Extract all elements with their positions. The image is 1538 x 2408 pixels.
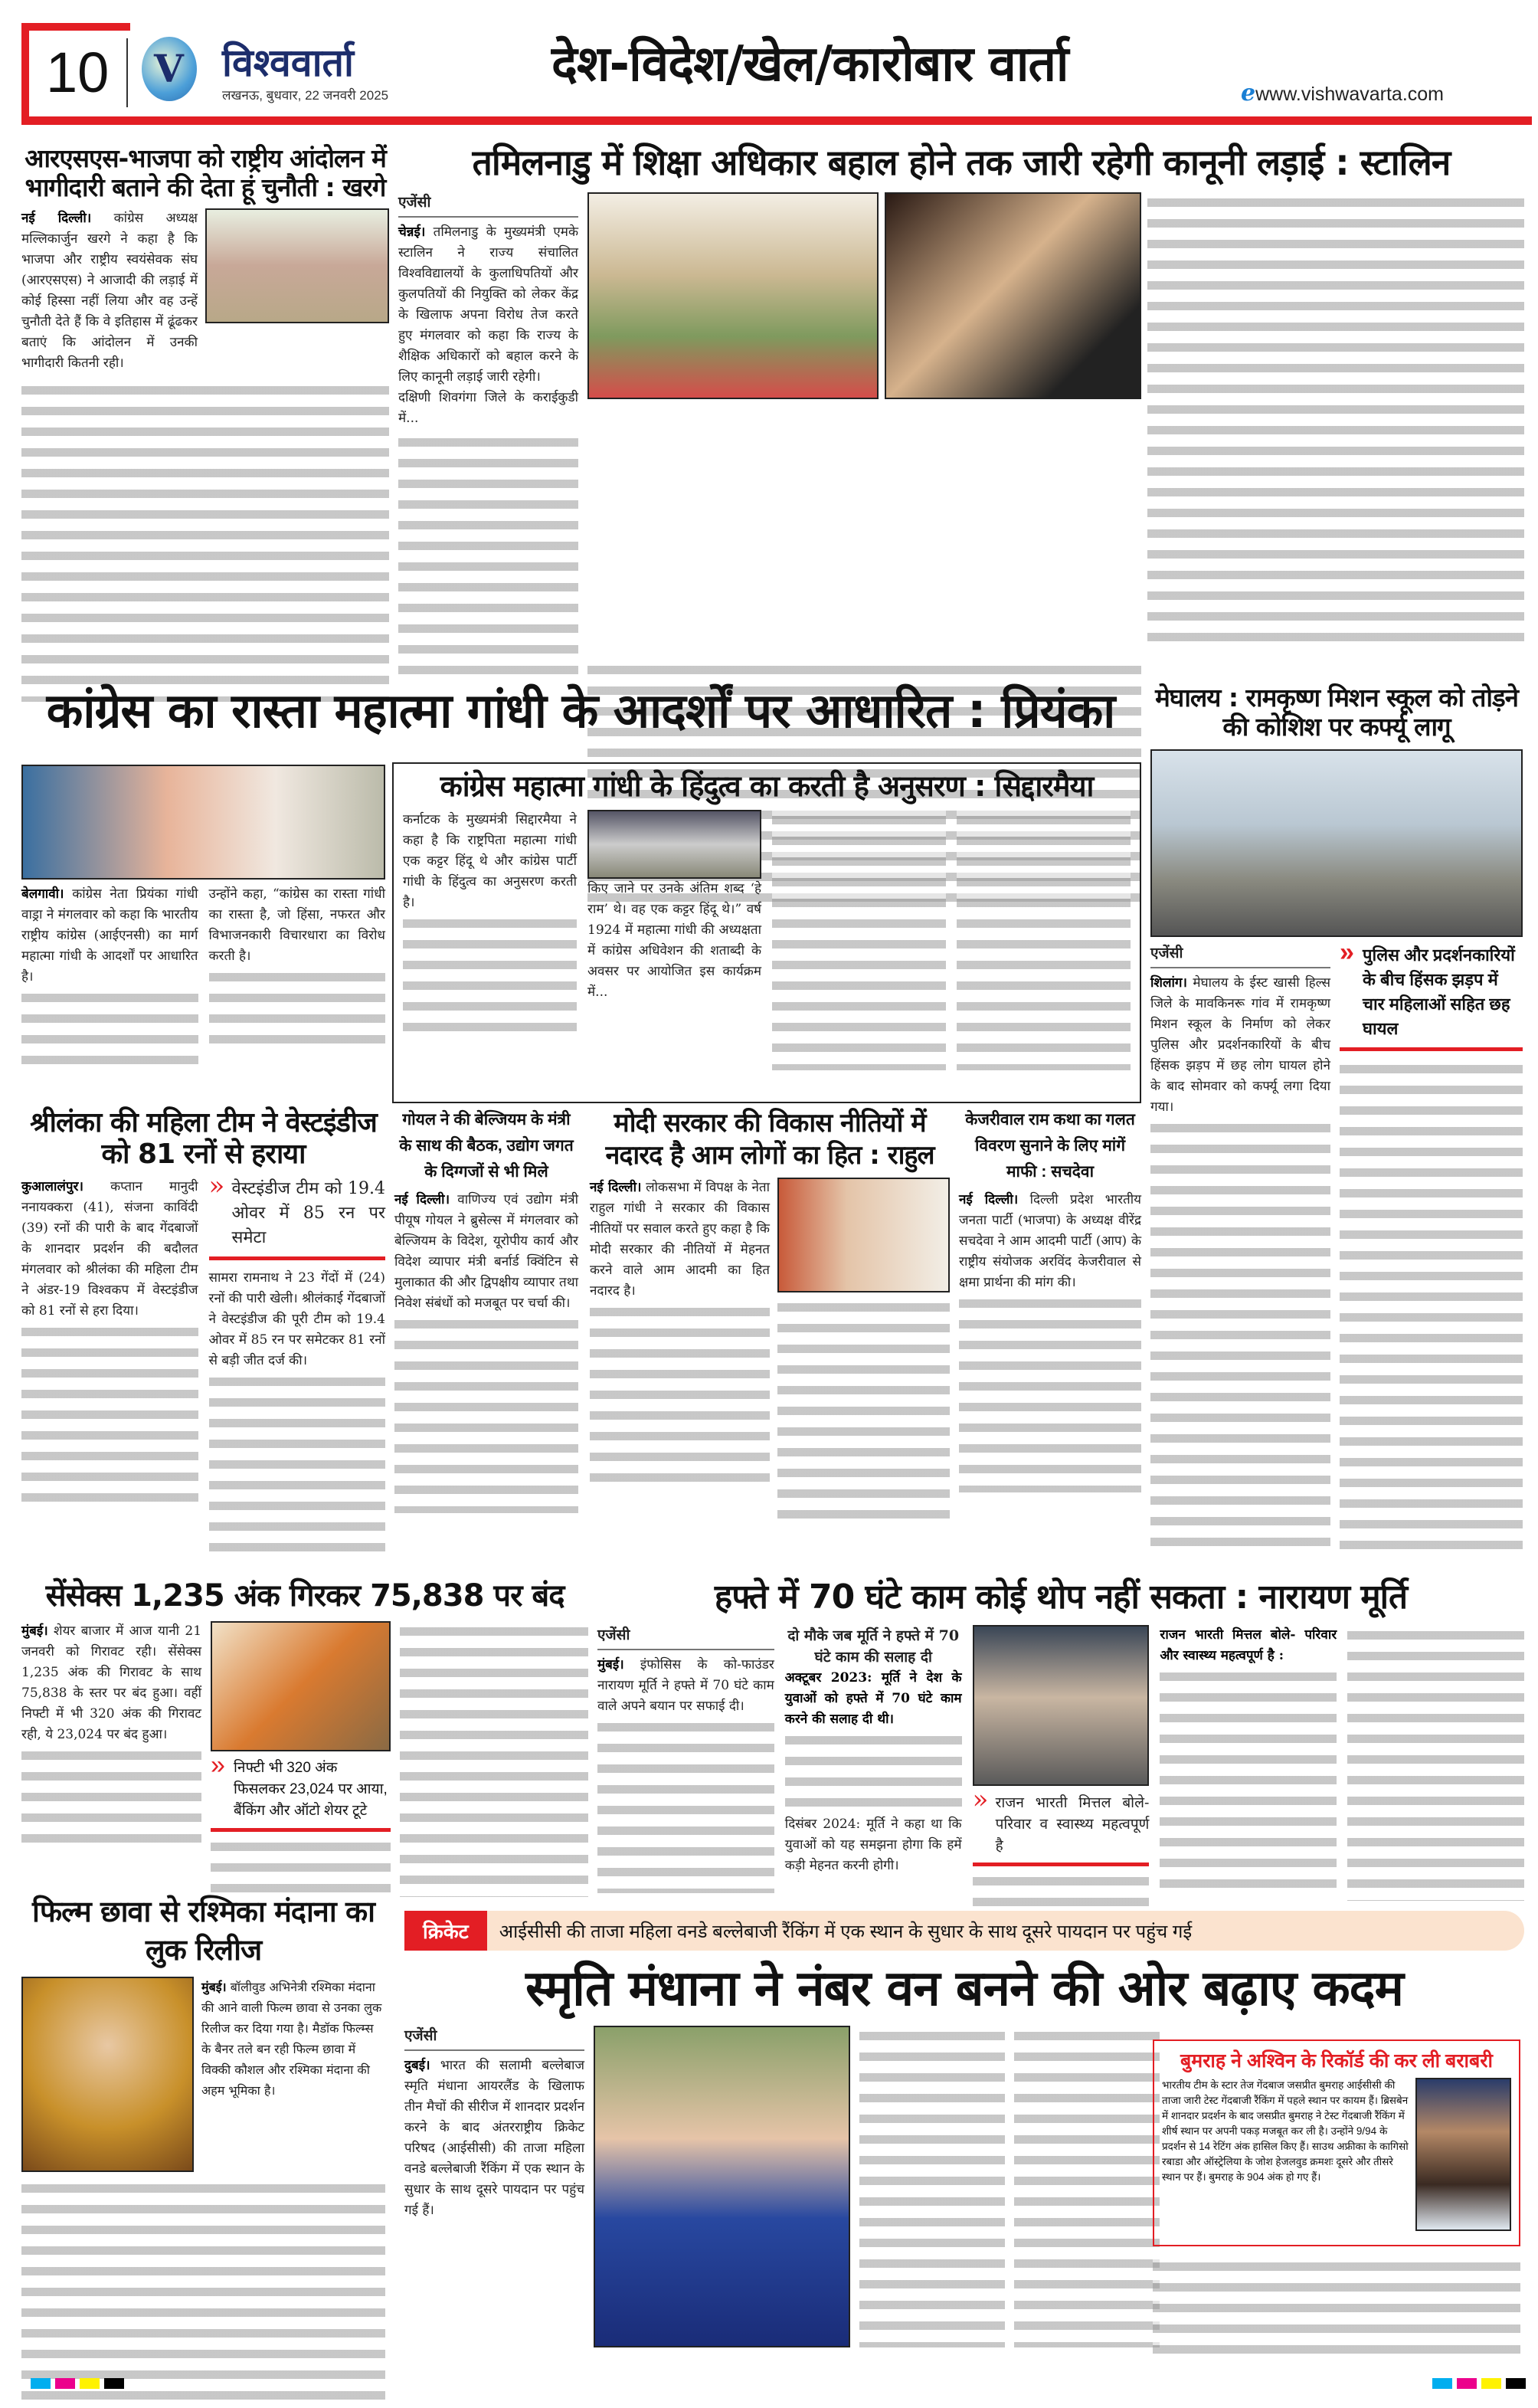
photo-rally — [587, 192, 879, 399]
page-number: 10 — [46, 41, 110, 104]
lead: कप्तान मानुदी ननायक्करा (41), संजना काविंदी (39) रनों की पारी के बाद गेंदबाजों के शानदार प्रदर्शन की बदौलत मंगलवार को श्रीलंका की महिला टीम ने अंडर-19 विश्वकप में वेस्टइंडीज को 81 रनों से हरा दिया। — [21, 1178, 198, 1319]
lead: मेघालय के ईस्ट खासी हिल्स जिले के मावकिनरू गांव में रामकृष्ण मिशन स्कूल के निर्माण को लेकर पुलिस और प्रदर्शनकारियों के बीच हिंसक झड़प में छह लोग घायल होने के बाद सोमवार को कर्फ्यू लगा दिया गया। — [1150, 975, 1331, 1115]
quote: उन्होंने कहा, “कांग्रेस का रास्ता गांधी का रास्ता है, जो हिंसा, नफरत और विभाजनकारी विचारधारा का विरोध करती है। — [208, 886, 385, 964]
article-rahul — [590, 1107, 950, 1519]
article-goyal — [394, 1107, 578, 1513]
pull-quote: » निफ्टी भी 320 अंक फिसलकर 23,024 पर आया, बैंकिंग और ऑटो शेयर टूटे — [211, 1758, 391, 1832]
article-meghalaya — [1150, 683, 1523, 1549]
headline: स्मृति मंधाना ने नंबर वन बनने की ओर बढ़ाए कदम — [525, 1961, 1403, 2017]
dateline: दुबई। — [404, 2057, 430, 2073]
article-priyanka — [21, 765, 385, 1072]
dateline: बेलगावी। — [21, 886, 64, 902]
dateline: मुंबई। — [201, 1980, 227, 1994]
browser-e-icon: e — [1241, 80, 1256, 106]
cricket-strap — [404, 1911, 1524, 1951]
photo-smriti — [594, 2026, 850, 2347]
dateline: नई दिल्ली। — [21, 210, 92, 226]
photo-market-crash — [211, 1621, 391, 1751]
body-text — [1147, 192, 1524, 652]
pull-quote: » पुलिस और प्रदर्शनकारियों के बीच हिंसक झड़प में चार महिलाओं सहित छह घायल — [1340, 943, 1523, 1051]
photo-siddaramaiah — [587, 810, 761, 879]
dateline: कुआलालंपुर। — [21, 1178, 83, 1194]
photo-murthy — [973, 1625, 1150, 1786]
headline: आरएसएस-भाजपा को राष्ट्रीय आंदोलन में भागीदारी बताने की देता हूं चुनौती : खरगे — [25, 143, 386, 202]
dateline: नई दिल्ली। — [590, 1180, 642, 1195]
agency: एजेंसी — [597, 1625, 774, 1650]
article-kharge — [21, 144, 389, 702]
section-label: क्रिकेट — [404, 1911, 487, 1951]
strap-line: आईसीसी की ताजा महिला वनडे बल्लेबाजी रैंकिंग में एक स्थान के सुधार के साथ दूसरे पायदान पर पहुंच गई — [499, 1921, 1193, 1942]
photo-bumrah — [1415, 2078, 1511, 2231]
body-text — [1153, 2256, 1520, 2364]
lead: कांग्रेस नेता प्रियंका गांधी वाड्रा ने मंगलवार को कहा कि भारतीय राष्ट्रीय कांग्रेस (आईएनसी) का मार्ग महात्मा गांधी के आदर्शों पर आधारित है। — [21, 886, 198, 984]
box-bumrah — [1153, 2039, 1520, 2246]
dateline: शिलांग। — [1150, 975, 1187, 991]
photo-kharge — [205, 208, 389, 323]
website-link[interactable]: ewww.vishwavarta.com — [1241, 80, 1444, 106]
logo-globe-icon: V — [142, 37, 197, 101]
dateline: चेन्नई। — [398, 224, 426, 240]
headline: केजरीवाल राम कथा का गलत विवरण सुनाने के लिए मांगें माफी : सचदेवा — [965, 1111, 1135, 1181]
headline: हफ्ते में 70 घंटे काम कोई थोप नहीं सकता : नारायण मूर्ति — [714, 1577, 1408, 1617]
color-registration-marks — [31, 2378, 124, 2389]
body: भारतीय टीम के स्टार तेज गेंदबाज जसप्रीत बुमराह आईसीसी की ताजा जारी टेस्ट गेंदबाजी रैंकिंग में पहले स्थान पर कायम हैं। ब्रिसबेन में शानदार प्रदर्शन के बाद जसप्रीत बुमराह ने टेस्ट गेंदबाजी रैंकिंग में शीर्ष स्थान पर अपनी पकड़ मजबूत कर ली है। उन्होंने 9/94 के प्रदर्शन से 14 रेटिंग अंक हासिल किए हैं। साउथ अफ्रीका के कागिसो रबाडा और ऑस्ट्रेलिया के जोश हेजलवुड क्रमशः दूसरे और तीसरे स्थान पर हैं। बुमराह के 904 अंक हो गए हैं। — [1162, 2079, 1409, 2183]
lead: तमिलनाडु के मुख्यमंत्री एमके स्टालिन ने राज्य संचालित विश्वविद्यालयों के कुलाधिपतियों और कुलपतियों की नियुक्ति को लेकर केंद्र के खिलाफ अपना विरोध तेज करते हुए मंगलवार को कहा कि राज्य के शैक्षिक अधिकारों को बहाल करने के लिए कानूनी लड़ाई जारी रहेगी। — [398, 224, 578, 385]
lead: भारत की सलामी बल्लेबाज स्मृति मंधाना आयरलैंड के खिलाफ तीन मैचों की सीरीज में शानदार प्रदर्शन करने के बाद अंतरराष्ट्रीय क्रिकेट परिषद (आईसीसी) की ताजा महिला वनडे बल्लेबाजी रैंकिंग में एक स्थान के सुधार के साथ दूसरे पायदान पर पहुंच गई हैं। — [404, 2057, 585, 2218]
agency: एजेंसी — [398, 192, 578, 218]
headline: मोदी सरकार की विकास नीतियों में नदारद है आम लोगों का हित : राहुल — [605, 1108, 934, 1171]
headline: मेघालय : रामकृष्ण मिशन स्कूल को तोड़ने की कोशिश पर कर्फ्यू लागू — [1155, 683, 1518, 742]
photo-rahul — [777, 1178, 950, 1292]
masthead-frame-left — [21, 23, 29, 124]
article-siddaramaiah — [392, 762, 1141, 1103]
dateline: नई दिल्ली। — [394, 1192, 450, 1207]
paragraph: अक्टूबर 2023: मूर्ति ने देश के युवाओं को हफ्ते में 70 घंटे काम करने की सलाह दी थी। — [784, 1669, 962, 1727]
paragraph: दक्षिणी शिवगंगा जिले के कराईकुडी में... — [398, 389, 578, 426]
color-registration-marks — [1432, 2378, 1526, 2389]
masthead-rule — [21, 116, 1532, 125]
paper-name: विश्ववार्ता — [222, 41, 354, 85]
body-text — [21, 380, 389, 702]
dateline: मुंबई। — [21, 1623, 48, 1639]
lead: शेयर बाजार में आज यानी 21 जनवरी को गिरावट रही। सेंसेक्स 1,235 अंक की गिरावट के साथ 75,838 के स्तर पर बंद हुआ। वहीं निफ्टी में भी 320 अंक की गिरावट रही, ये 23,024 पर बंद हुआ। — [21, 1623, 202, 1742]
lead: कर्नाटक के मुख्यमंत्री सिद्दारमैया ने कहा है कि राष्ट्रपिता महात्मा गांधी एक कट्टर हिंदू थे और कांग्रेस पार्टी गांधी के हिंदुत्व का अनुसरण करती है। — [403, 811, 577, 910]
lead: बॉलीवुड अभिनेत्री रश्मिका मंदाना की आने वाली फिल्म छावा से उनका लुक रिलीज कर दिया गया है। मैडॉक फिल्म्स के बैनर तले बन रही फिल्म छावा में विक्की कौशल और रश्मिका मंदाना की अहम भूमिका है। — [201, 1980, 382, 2098]
photo-curfew — [1150, 749, 1523, 937]
article-rashmika — [21, 1892, 385, 2408]
paragraph: सामरा रामनाथ ने 23 गेंदों में (24) रनों की पारी खेली। श्रीलंकाई गेंदबाजों ने वेस्टइंडीज की पूरी टीम को 19.4 ओवर में 85 रन पर समेटकर 81 रनों से बड़ी जीत दर्ज की। — [208, 1270, 385, 1368]
agency: एजेंसी — [1150, 943, 1330, 968]
headline: गोयल ने की बेल्जियम के मंत्री के साथ की बैठक, उद्योग जगत के दिग्गजों से भी मिले — [399, 1111, 574, 1181]
pull-quote: » राजन भारती मित्तल बोले- परिवार व स्वास्थ्य महत्वपूर्ण है — [973, 1792, 1150, 1866]
divider — [126, 38, 128, 107]
photo-stalin — [885, 192, 1141, 399]
article-srilanka — [21, 1107, 385, 1563]
dateline: नई दिल्ली। — [959, 1192, 1019, 1207]
headline-priyanka: कांग्रेस का रास्ता महात्मा गांधी के आदर्शों पर आधारित : प्रियंका — [46, 683, 1115, 739]
paragraph: दिसंबर 2024: मूर्ति ने कहा था कि युवाओं को यह समझना होगा कि हमें कड़ी मेहनत करनी होगी। — [784, 1816, 962, 1873]
lead: कांग्रेस अध्यक्ष मल्लिकार्जुन खरगे ने कहा है कि भाजपा और राष्ट्रीय स्वयंसेवक संघ (आरएसएस) ने आजादी की लड़ाई में कोई हिस्सा नहीं लिया और वह उन्हें चुनौती देते हैं कि वे इतिहास में ढूंढकर बताएं कि आंदोलन में उनकी भागीदारी कितनी रही। — [21, 210, 198, 371]
subhead: दो मौके जब मूर्ति ने हफ्ते में 70 घंटे काम की सलाह दी — [787, 1627, 960, 1666]
paragraph: किए जाने पर उनके अंतिम शब्द ‘हे राम’ थे। वह एक कट्टर हिंदू थे।” वर्ष 1924 में महात्मा गांधी की अध्यक्षता में कांग्रेस अधिवेशन की शताब्दी के अवसर पर आयोजित इस कार्यक्रम में... — [587, 880, 761, 1000]
article-kejriwal — [959, 1107, 1141, 1492]
dateline: मुंबई। — [597, 1656, 624, 1672]
subhead: राजन भारती मित्तल बोले- परिवार और स्वास्थ्य महत्वपूर्ण है : — [1160, 1627, 1337, 1663]
section-title: देश-विदेश/खेल/कारोबार वार्ता — [551, 36, 1068, 93]
article-murthy — [597, 1578, 1524, 1917]
lead: इंफोसिस के को-फाउंडर नारायण मूर्ति ने हफ्ते में 70 घंटे काम वाले अपने बयान पर सफाई दी। — [597, 1656, 774, 1714]
headline: बुमराह ने अश्विन के रिकॉर्ड की कर ली बराबरी — [1180, 2050, 1494, 2072]
lead: दिल्ली प्रदेश भारतीय जनता पार्टी (भाजपा) के अध्यक्ष वीरेंद्र सचदेवा ने आम आदमी पार्टी (आप) के राष्ट्रीय संयोजक अरविंद केजरीवाल से क्षमा प्रार्थना की मांग की। — [959, 1192, 1141, 1290]
lead: वाणिज्य एवं उद्योग मंत्री पीयूष गोयल ने ब्रुसेल्स में मंगलवार को बेल्जियम के विदेश, यूरोपीय कार्य और विदेश व्यापार मंत्री बर्नार्ड क्विंटिन से मुलाकात की और द्विपक्षीय व्यापार तथा निवेश संबंधों को मजबूत पर चर्चा की। — [394, 1192, 579, 1311]
headline: सेंसेक्स 1,235 अंक गिरकर 75,838 पर बंद — [45, 1578, 564, 1614]
headline: तमिलनाडु में शिक्षा अधिकार बहाल होने तक जारी रहेगी कानूनी लड़ाई : स्टालिन — [472, 142, 1451, 183]
article-sensex — [21, 1578, 588, 1898]
headline: श्रीलंका की महिला टीम ने वेस्टइंडीज को 81 रनों से हराया — [30, 1107, 377, 1171]
photo-rashmika — [21, 1977, 194, 2172]
dateline: लखनऊ, बुधवार, 22 जनवरी 2025 — [222, 88, 389, 103]
body-text — [398, 432, 578, 685]
masthead-frame-top — [21, 23, 130, 31]
photo-priyanka — [21, 765, 385, 880]
agency: एजेंसी — [404, 2026, 584, 2051]
lead: लोकसभा में विपक्ष के नेता राहुल गांधी ने सरकार की विकास नीतियों पर सवाल करते हुए कहा है कि मोदी सरकार की नीतियों में मेहनत करने वाले आम आदमी का हित नदारद है। — [590, 1180, 771, 1299]
headline: फिल्म छावा से रश्मिका मंदाना का लुक रिलीज — [32, 1895, 375, 1967]
pull-quote: » वेस्टइंडीज टीम को 19.4 ओवर में 85 रन पर समेटा — [209, 1177, 386, 1260]
headline: कांग्रेस महात्मा गांधी के हिंदुत्व का करती है अनुसरण : सिद्दारमैया — [440, 769, 1094, 803]
